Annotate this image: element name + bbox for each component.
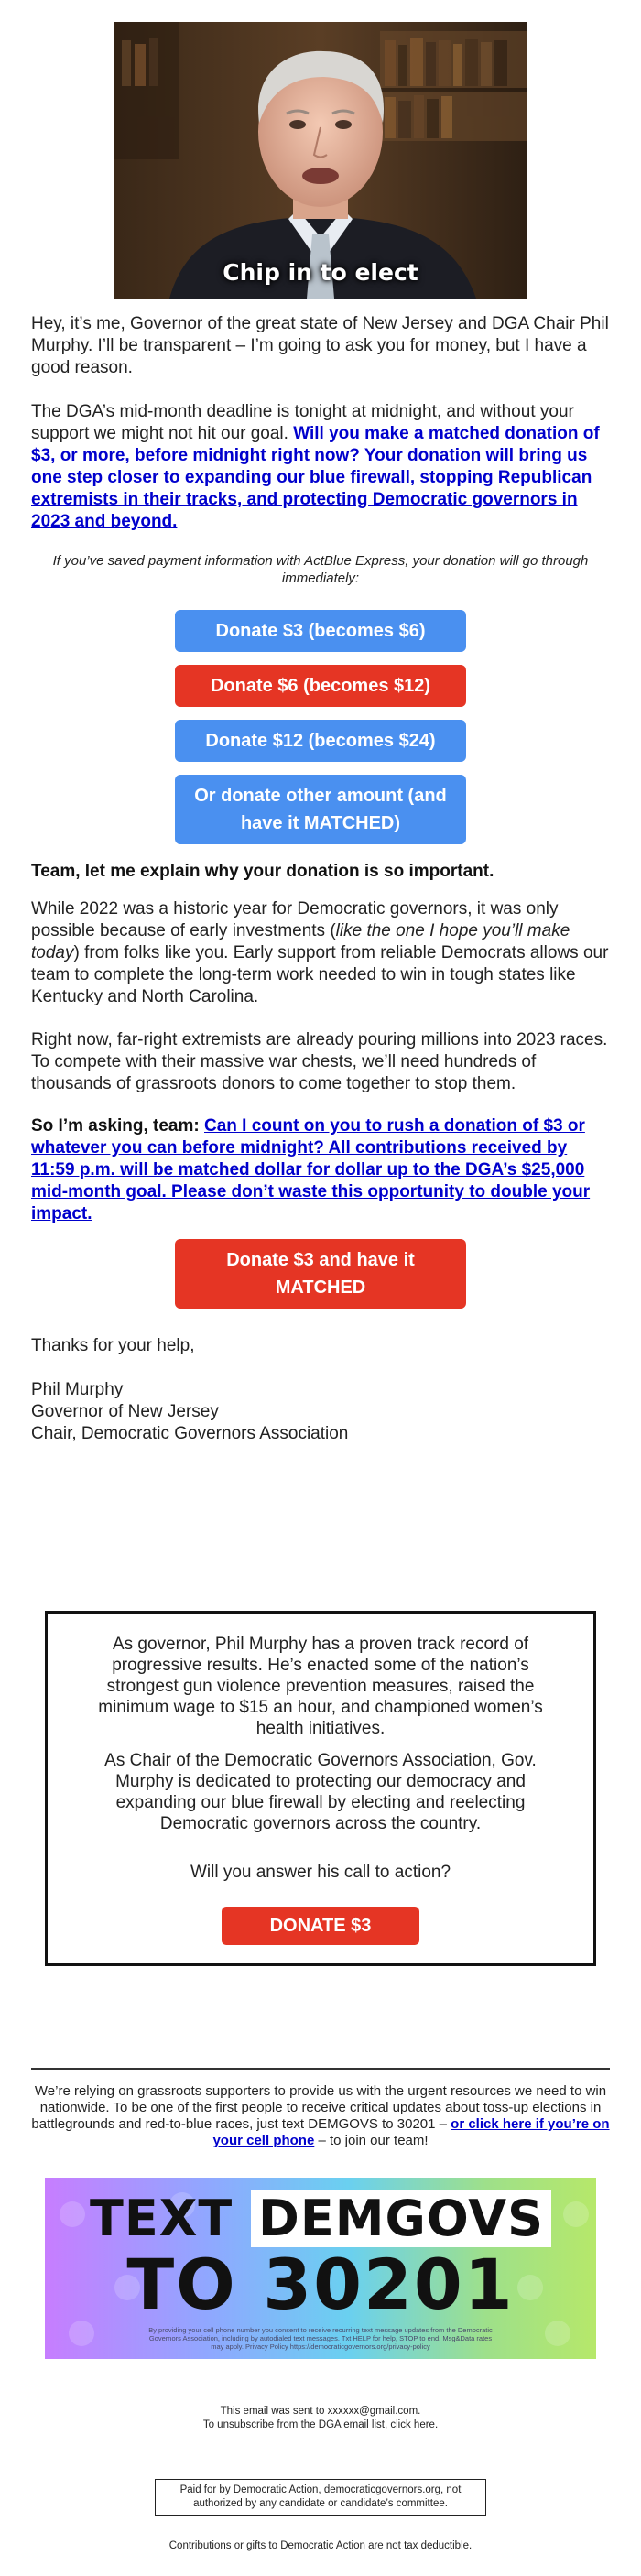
explain-heading: Team, let me explain why your donation is so important. [31,862,494,881]
bio-box [45,1611,596,1966]
signature-title-chair: Chair, Democratic Governors Association [31,1424,349,1443]
hero-image[interactable] [114,22,527,299]
deadline-text: The DGA’s mid-month deadline is tonight at midnight, and without your support we might not hit our goal. [31,402,574,443]
intro-paragraph: Hey, it’s me, Governor of the great state of New Jersey and DGA Chair Phil Murphy. I’ll be transparent – I’m going to ask you for money, but I have a good reason. [31,314,609,377]
donate-12-button[interactable]: Donate $12 (becomes $24) [175,720,466,762]
donate-3-button[interactable]: Donate $3 (becomes $6) [175,610,466,652]
banner-line-1: TEXT DEMGOVS [45,2190,596,2247]
signature-name: Phil Murphy [31,1380,124,1399]
banner-line-2: TO 30201 [126,2244,515,2325]
signature-title-governor: Governor of New Jersey [31,1402,219,1421]
ask-paragraph: So I’m asking, team: Can I count on you to rush a donation of $3 or whatever you can before midnight? All contributions received by 11:59 p.m. will be matched dollar for dollar up to the DGA’s $25,000 mid-month goal. Please don’t waste this opportunity to double your impact. [31,1116,591,1223]
bio-call-to-action: Will you answer his call to action? [190,1863,451,1882]
deadline-paragraph [31,401,610,533]
history-emphasis: like the one I hope you’ll make today [31,921,570,962]
section-divider [31,2068,610,2070]
hero-caption: Chip in to elect [223,259,418,286]
actblue-note: If you’ve saved payment information with ActBlue Express, your donation will go through immediately: [52,553,589,586]
matched-donation-link[interactable]: Will you make a matched donation of $3, or more, before midnight right now? Your donation will bring us one step closer to expanding our blue firewall, stopping Republican extremists in their tracks, and protecting Democratic governors in 2023 and beyond. [31,424,600,531]
governor-portrait-photo [114,22,527,299]
sms-cell-link[interactable]: or click here if you’re on your cell phone [212,2116,610,2148]
text-demgovs-banner[interactable] [45,2178,596,2359]
bio-track-record: As governor, Phil Murphy has a proven track record of progressive results. He’s enacted some of the nation’s strongest gun violence prevention measures, raised the minimum wage to $15 an hour, and championed women’s health initiatives. [98,1635,543,1738]
banner-keyword: DEMGOVS [251,2190,551,2247]
donate-matched-button[interactable]: Donate $3 and have it MATCHED [175,1239,466,1309]
bio-chair: As Chair of the Democratic Governors Association, Gov. Murphy is dedicated to protecting our democracy and expanding our blue firewall by electing and reelecting Democratic governors across the country. [104,1751,537,1833]
paid-for-box: Paid for by Democratic Action, democraticgovernors.org, not authorized by any candidate or candidate’s committee. [155,2479,486,2516]
donate-6-button[interactable]: Donate $6 (becomes $12) [175,665,466,707]
unsubscribe-link[interactable]: To unsubscribe from the DGA email list, click here. [202,2419,439,2430]
thanks-line: Thanks for your help, [31,1336,195,1355]
extremists-paragraph: Right now, far-right extremists are already pouring millions into 2023 races. To compete with their massive war chests, we’ll need hundreds of thousands of grassroots donors to come together to stop them. [31,1030,608,1093]
donate-other-button[interactable]: Or donate other amount (and have it MATCHED) [175,775,466,844]
bio-donate-button[interactable]: DONATE $3 [222,1907,419,1945]
tax-disclaimer: Contributions or gifts to Democratic Action are not tax deductible. [168,2540,473,2551]
history-paragraph: While 2022 was a historic year for Democratic governors, it was only possible because of early investments (like the one I hope you’ll make today) from folks like you. Early support from reliable Democrats allows our team to complete the long-term work needed to win in tough states like Kentucky and North Carolina. [31,899,609,1006]
sms-signup-text: We’re relying on grassroots supporters to provide us with the urgent resources we need to win nationwide. To be one of the first people to receive critical updates about toss-up elections in battlegrounds and red-to-blue races, just text DEMGOVS to 30201 – or click here if you’re on your cell phone – to join our team! [31,2083,610,2148]
sent-to-line: This email was sent to xxxxxx@gmail.com. [220,2406,421,2417]
banner-fine-print: By providing your cell phone number you consent to receive recurring text message updates from the Democratic Governors Association, including by autodialed text messages. Txt HELP for help, STOP to end. Msg&Data rates may apply. Privacy Policy https://democraticgovernors.org/privacy-policy [148,2326,493,2351]
ask-donation-link[interactable]: Can I count on you to rush a donation of $3 or whatever you can before midnight? All contributions received by 11:59 p.m. will be matched dollar for dollar up to the DGA’s $25,000 mid-month goal. Please don’t waste this opportunity to double your impact. [31,1116,591,1223]
